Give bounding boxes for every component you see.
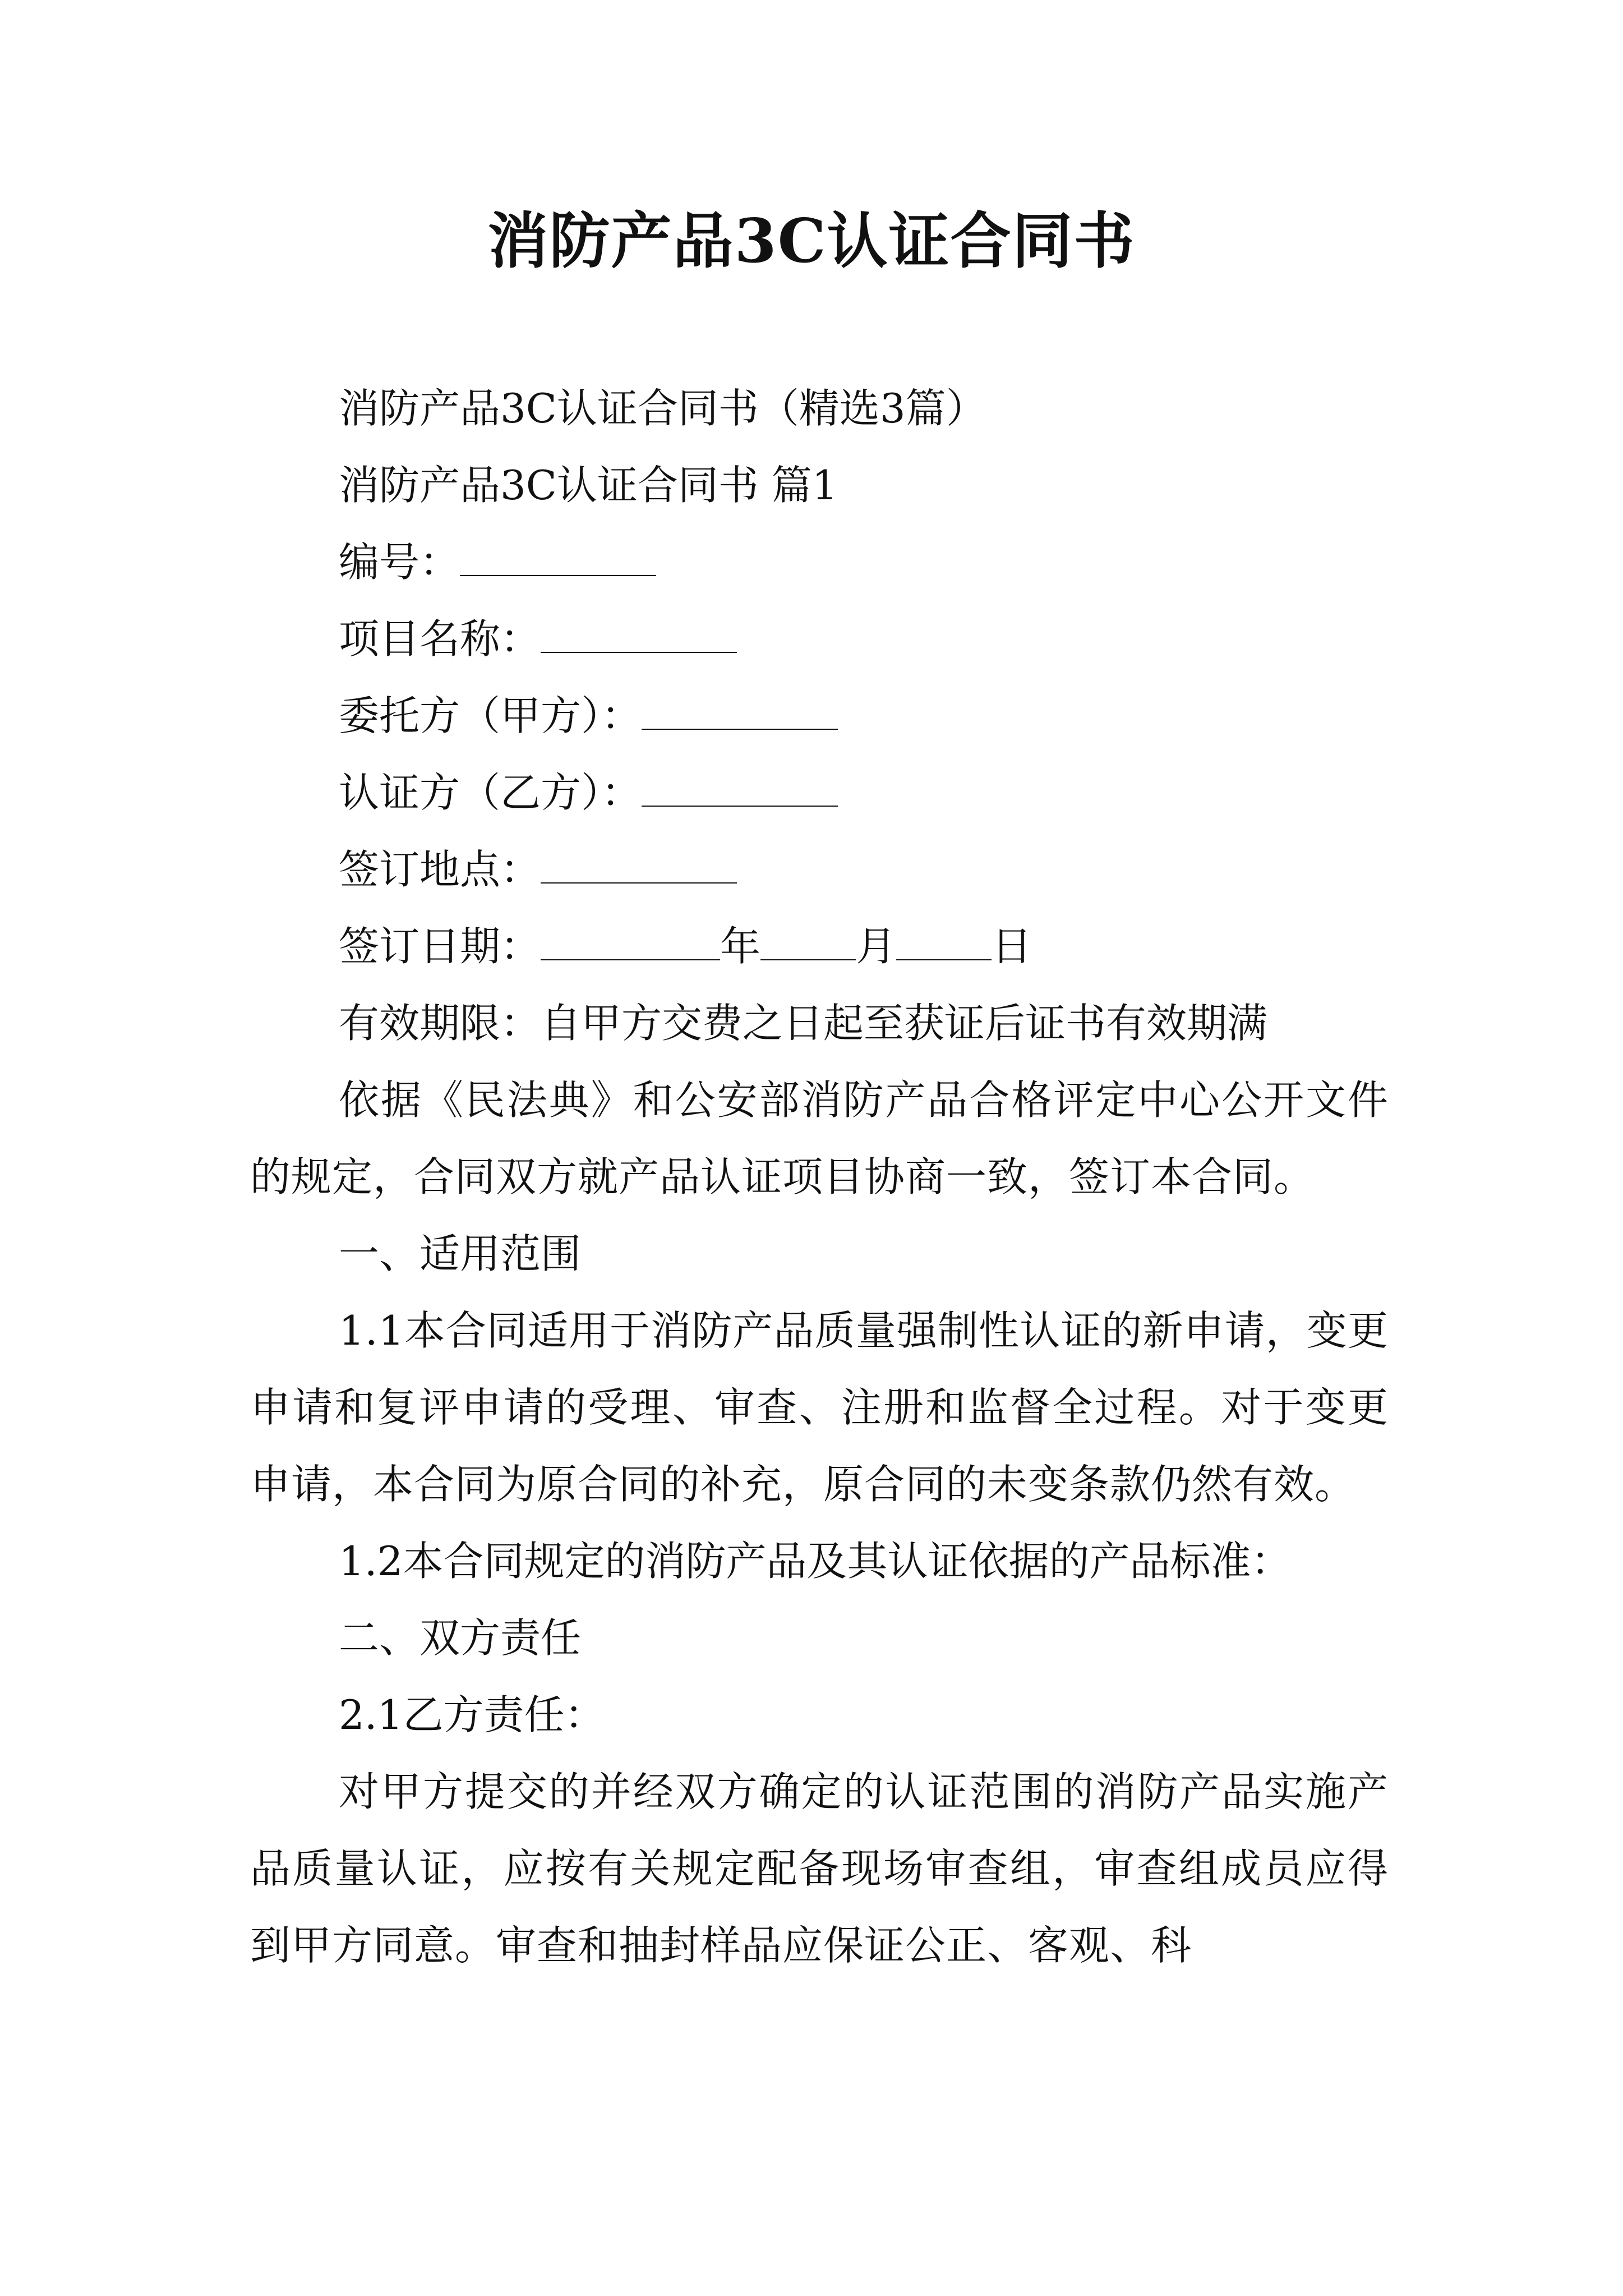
place-field — [250, 831, 1389, 908]
validity-line: 有效期限：自甲方交费之日起至获证后证书有效期满 — [339, 1000, 1268, 1047]
day-label: 日 — [992, 923, 1032, 970]
document-subtitle: 消防产品3C认证合同书（精选3篇） — [339, 385, 986, 432]
number-field — [250, 524, 1389, 601]
party-a-label: 委托方（甲方）： — [339, 692, 642, 739]
clause-1-1: 1.1本合同适用于消防产品质量强制性认证的新申请，变更申请和复评申请的受理、审查、注册和监督全过程。对于变更申请，本合同为原合同的补充，原合同的未变条款仍然有效。 — [250, 1307, 1389, 1508]
party-a-blank — [642, 694, 838, 730]
document-body — [250, 370, 1389, 1984]
section-heading: 消防产品3C认证合同书 篇1 — [339, 462, 838, 509]
date-label: 签订日期： — [339, 923, 541, 970]
clause-1-2: 1.2本合同规定的消防产品及其认证依据的产品标准： — [339, 1538, 1292, 1585]
day-blank — [896, 924, 992, 960]
party-b-label: 认证方（乙方）： — [339, 769, 642, 816]
project-label: 项目名称： — [339, 615, 541, 662]
party-a-field — [250, 678, 1389, 754]
project-field — [250, 601, 1389, 678]
intro-paragraph: 依据《民法典》和公安部消防产品合格评定中心公开文件的规定，合同双方就产品认证项目协商一致，签订本合同。 — [250, 1076, 1389, 1200]
year-label: 年 — [720, 923, 761, 970]
date-field — [250, 908, 1389, 985]
number-label: 编号： — [339, 539, 460, 586]
party-b-field — [250, 754, 1389, 831]
month-label: 月 — [856, 923, 897, 970]
clause-2-1-text: 对甲方提交的并经双方确定的认证范围的消防产品实施产品质量认证，应按有关规定配备现场审查组，审查组成员应得到甲方同意。审查和抽封样品应保证公正、客观、科 — [250, 1768, 1389, 1969]
place-label: 签订地点： — [339, 846, 541, 893]
project-blank — [541, 617, 737, 653]
month-blank — [760, 924, 856, 960]
place-blank — [541, 848, 737, 884]
party-b-blank — [642, 771, 838, 807]
document-title: 消防产品3C认证合同书 — [487, 206, 1136, 277]
section-1-heading: 一、适用范围 — [339, 1230, 582, 1277]
section-2-heading: 二、双方责任 — [339, 1614, 582, 1662]
year-blank — [541, 924, 720, 960]
clause-2-1-heading: 2.1乙方责任： — [339, 1691, 605, 1738]
number-blank — [460, 540, 656, 576]
